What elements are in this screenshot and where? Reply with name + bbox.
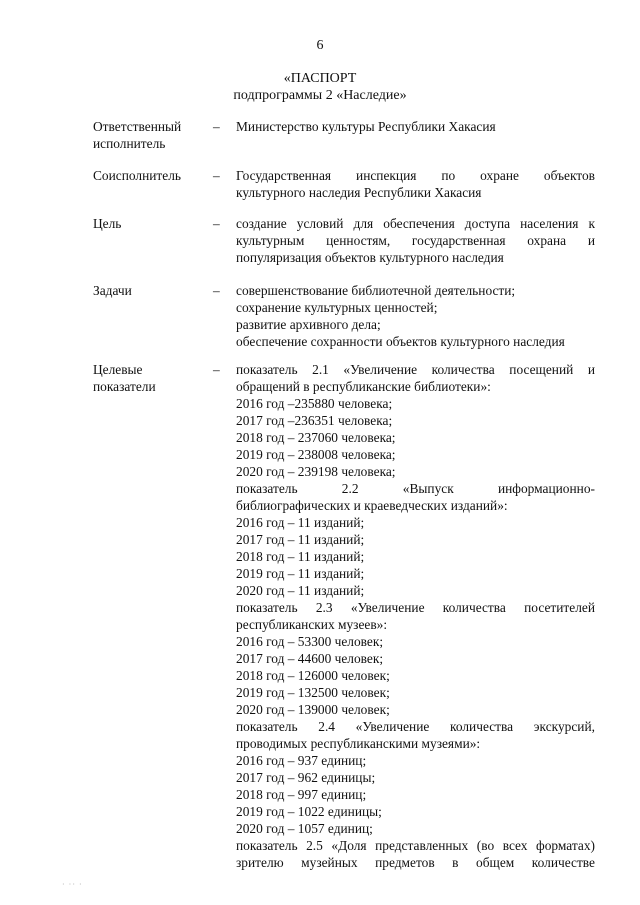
row-value-line: 2017 год –236351 человека; bbox=[236, 413, 393, 428]
row-value-line: показатель 2.5 «Доля представленных (во всех форматах) bbox=[236, 838, 595, 853]
row-value-line: республиканских музеев»: bbox=[236, 617, 388, 632]
row-label-line: Цель bbox=[93, 216, 122, 231]
page-number: 6 bbox=[316, 38, 324, 53]
row-value bbox=[236, 361, 595, 871]
row-value-line: Министерство культуры Республики Хакасия bbox=[236, 119, 496, 134]
row-value bbox=[236, 282, 595, 350]
row-label bbox=[93, 215, 203, 232]
row-value-line: обеспечение сохранности объектов культурного наследия bbox=[236, 334, 565, 349]
title-line-1: «ПАСПОРТ bbox=[283, 71, 357, 86]
row-value-line: показатель 2.3 «Увеличение количества посетителей bbox=[236, 600, 595, 615]
row-value-line: 2019 год – 1022 единицы; bbox=[236, 804, 382, 819]
row-value-line: 2020 год – 239198 человека; bbox=[236, 464, 396, 479]
row-label-line: показатели bbox=[93, 379, 156, 394]
row-value-line: 2020 год – 11 изданий; bbox=[236, 583, 365, 598]
title-line-2: подпрограммы 2 «Наследие» bbox=[233, 88, 407, 103]
row-value-line: сохранение культурных ценностей; bbox=[236, 300, 438, 315]
row-label bbox=[93, 361, 203, 395]
row-value-line: 2017 год – 962 единицы; bbox=[236, 770, 376, 785]
row-label-line: Целевые bbox=[93, 362, 143, 377]
row-dash: – bbox=[213, 362, 220, 377]
row-value-line: совершенствование библиотечной деятельности; bbox=[236, 283, 516, 298]
row-value bbox=[236, 215, 595, 266]
row-value-line: 2016 год – 937 единиц; bbox=[236, 753, 367, 768]
row-label-line: Ответственный bbox=[93, 119, 182, 134]
scan-mark: · ·· · bbox=[62, 880, 83, 889]
row-value-line: зрителю музейных предметов в общем количестве bbox=[236, 855, 595, 870]
row-label bbox=[93, 167, 203, 184]
row-value-line: 2019 год – 132500 человек; bbox=[236, 685, 390, 700]
row-dash: – bbox=[213, 168, 220, 183]
row-dash: – bbox=[213, 119, 220, 134]
row-value-line: 2018 год – 126000 человек; bbox=[236, 668, 390, 683]
row-dash: – bbox=[213, 283, 220, 298]
row-value-line: 2020 год – 139000 человек; bbox=[236, 702, 390, 717]
row-value-line: 2019 год – 238008 человека; bbox=[236, 447, 396, 462]
row-value bbox=[236, 167, 595, 201]
row-value-line: обращений в республиканские библиотеки»: bbox=[236, 379, 491, 394]
row-value-line: Государственная инспекция по охране объектов bbox=[236, 168, 595, 183]
row-label-line: Задачи bbox=[93, 283, 132, 298]
row-value-line: 2018 год – 237060 человека; bbox=[236, 430, 396, 445]
row-value-line: 2016 год –235880 человека; bbox=[236, 396, 393, 411]
row-value-line: 2017 год – 11 изданий; bbox=[236, 532, 365, 547]
row-value-line: библиографических и краеведческих изданий»: bbox=[236, 498, 508, 513]
row-label bbox=[93, 118, 203, 152]
row-label-line: исполнитель bbox=[93, 136, 166, 151]
row-value-line: 2018 год – 11 изданий; bbox=[236, 549, 365, 564]
row-value-line: проводимых республиканскими музеями»: bbox=[236, 736, 481, 751]
row-value-line: показатель 2.4 «Увеличение количества экскурсий, bbox=[236, 719, 595, 734]
row-value-line: 2016 год – 53300 человек; bbox=[236, 634, 384, 649]
row-value-line: культурного наследия Республики Хакасия bbox=[236, 185, 482, 200]
row-value-line: 2017 год – 44600 человек; bbox=[236, 651, 384, 666]
row-value-line: культурным ценностям, государственная охрана и bbox=[236, 233, 595, 248]
row-value-line: 2019 год – 11 изданий; bbox=[236, 566, 365, 581]
row-value-line: развитие архивного дела; bbox=[236, 317, 381, 332]
row-value-line: 2020 год – 1057 единиц; bbox=[236, 821, 373, 836]
row-value-line: популяризация объектов культурного наследия bbox=[236, 250, 504, 265]
row-label bbox=[93, 282, 203, 299]
row-value-line: 2016 год – 11 изданий; bbox=[236, 515, 365, 530]
row-dash: – bbox=[213, 216, 220, 231]
row-value bbox=[236, 118, 595, 135]
row-value-line: показатель 2.1 «Увеличение количества посещений и bbox=[236, 362, 595, 377]
row-value-line: показатель 2.2 «Выпуск информационно- bbox=[236, 481, 595, 496]
row-label-line: Соисполнитель bbox=[93, 168, 182, 183]
row-value-line: создание условий для обеспечения доступа населения к bbox=[236, 216, 595, 231]
document-title bbox=[0, 70, 640, 104]
row-value-line: 2018 год – 997 единиц; bbox=[236, 787, 367, 802]
